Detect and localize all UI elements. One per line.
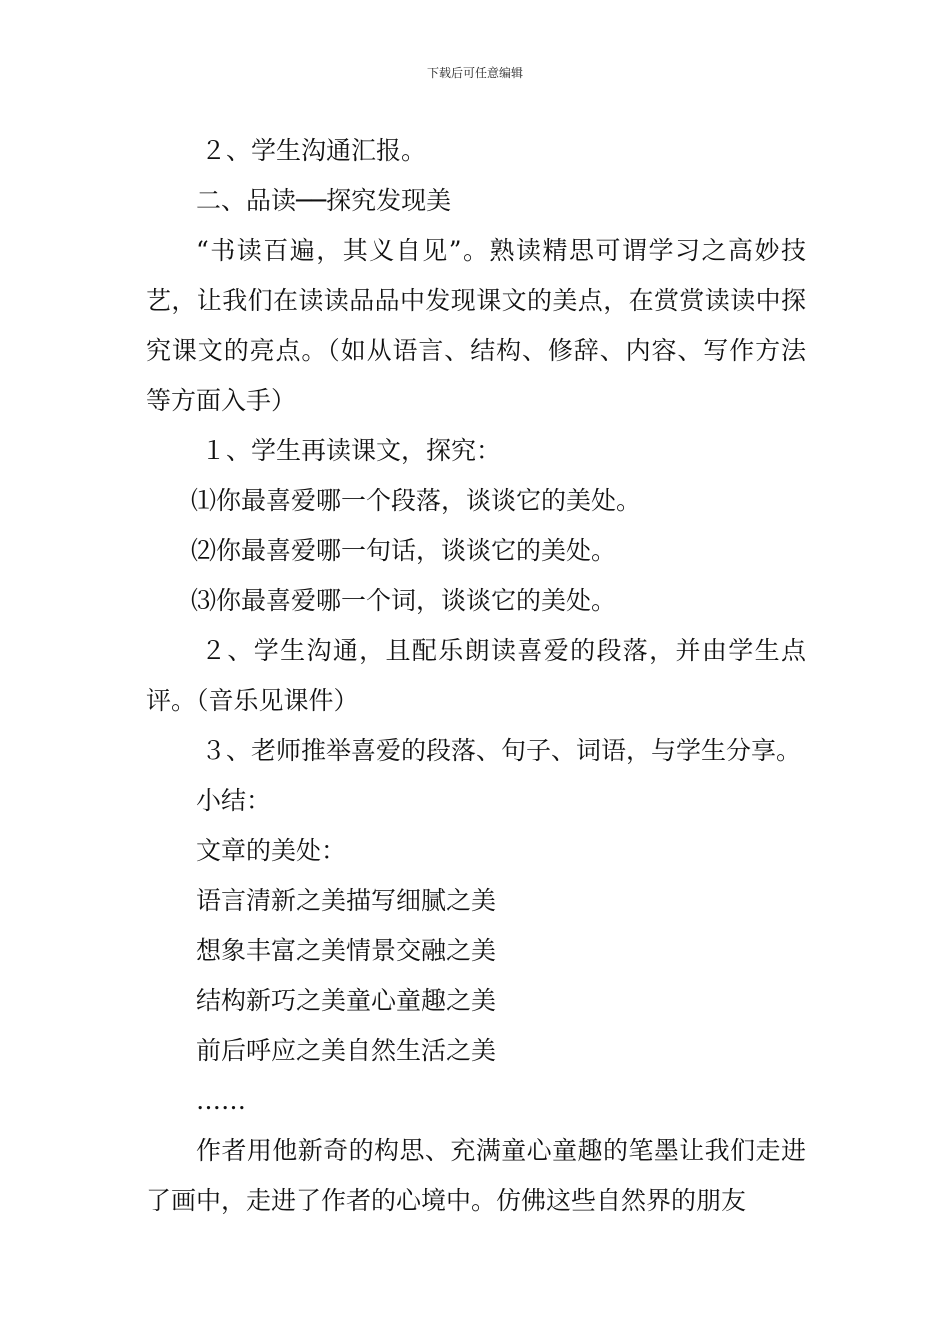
summary-heading: 小结： [196,786,272,815]
question-item-3: ⑶你最喜爱哪一个词，谈谈它的美处。 [191,586,617,615]
paragraph-intro-quote: “书读百遍，其义自见”。熟读精思可谓学习之高妙技艺，让我们在读读品品中发现课文的美点，在赏赏读读中探究课文的亮点。（如从语言、结构、修辞、内容、写作方法等方面入手） [146,236,806,415]
paragraph-teacher-recommend: ３、老师推举喜爱的段落、句子、词语，与学生分享。 [201,736,802,765]
paragraph-reread-explore: １、学生再读课文，探究： [201,436,502,465]
paragraph-student-report: ２、学生沟通汇报。 [201,136,427,165]
ellipsis: …… [196,1086,246,1115]
beauty-list-item-1: 语言清新之美描写细腻之美 [196,886,497,915]
paragraph-author-conclusion: 作者用他新奇的构思、充满童心童趣的笔墨让我们走进了画中，走进了作者的心境中。仿佛这些自然界的朋友 [146,1136,806,1215]
beauty-list-item-3: 结构新巧之美童心童趣之美 [196,986,497,1015]
document-body [146,126,806,1226]
beauty-list-item-2: 想象丰富之美情景交融之美 [196,936,497,965]
beauty-list-heading: 文章的美处： [196,836,347,865]
section-heading-explore-beauty: 二、品读──探究发现美 [196,186,452,215]
page-header: 下载后可任意编辑 [426,66,523,80]
beauty-list-item-4: 前后呼应之美自然生活之美 [196,1036,497,1065]
paragraph-student-exchange: ２、学生沟通，且配乐朗读喜爱的段落，并由学生点评。（音乐见课件） [146,636,806,715]
question-item-2: ⑵你最喜爱哪一句话，谈谈它的美处。 [191,536,617,565]
question-item-1: ⑴你最喜爱哪一个段落，谈谈它的美处。 [191,486,642,515]
